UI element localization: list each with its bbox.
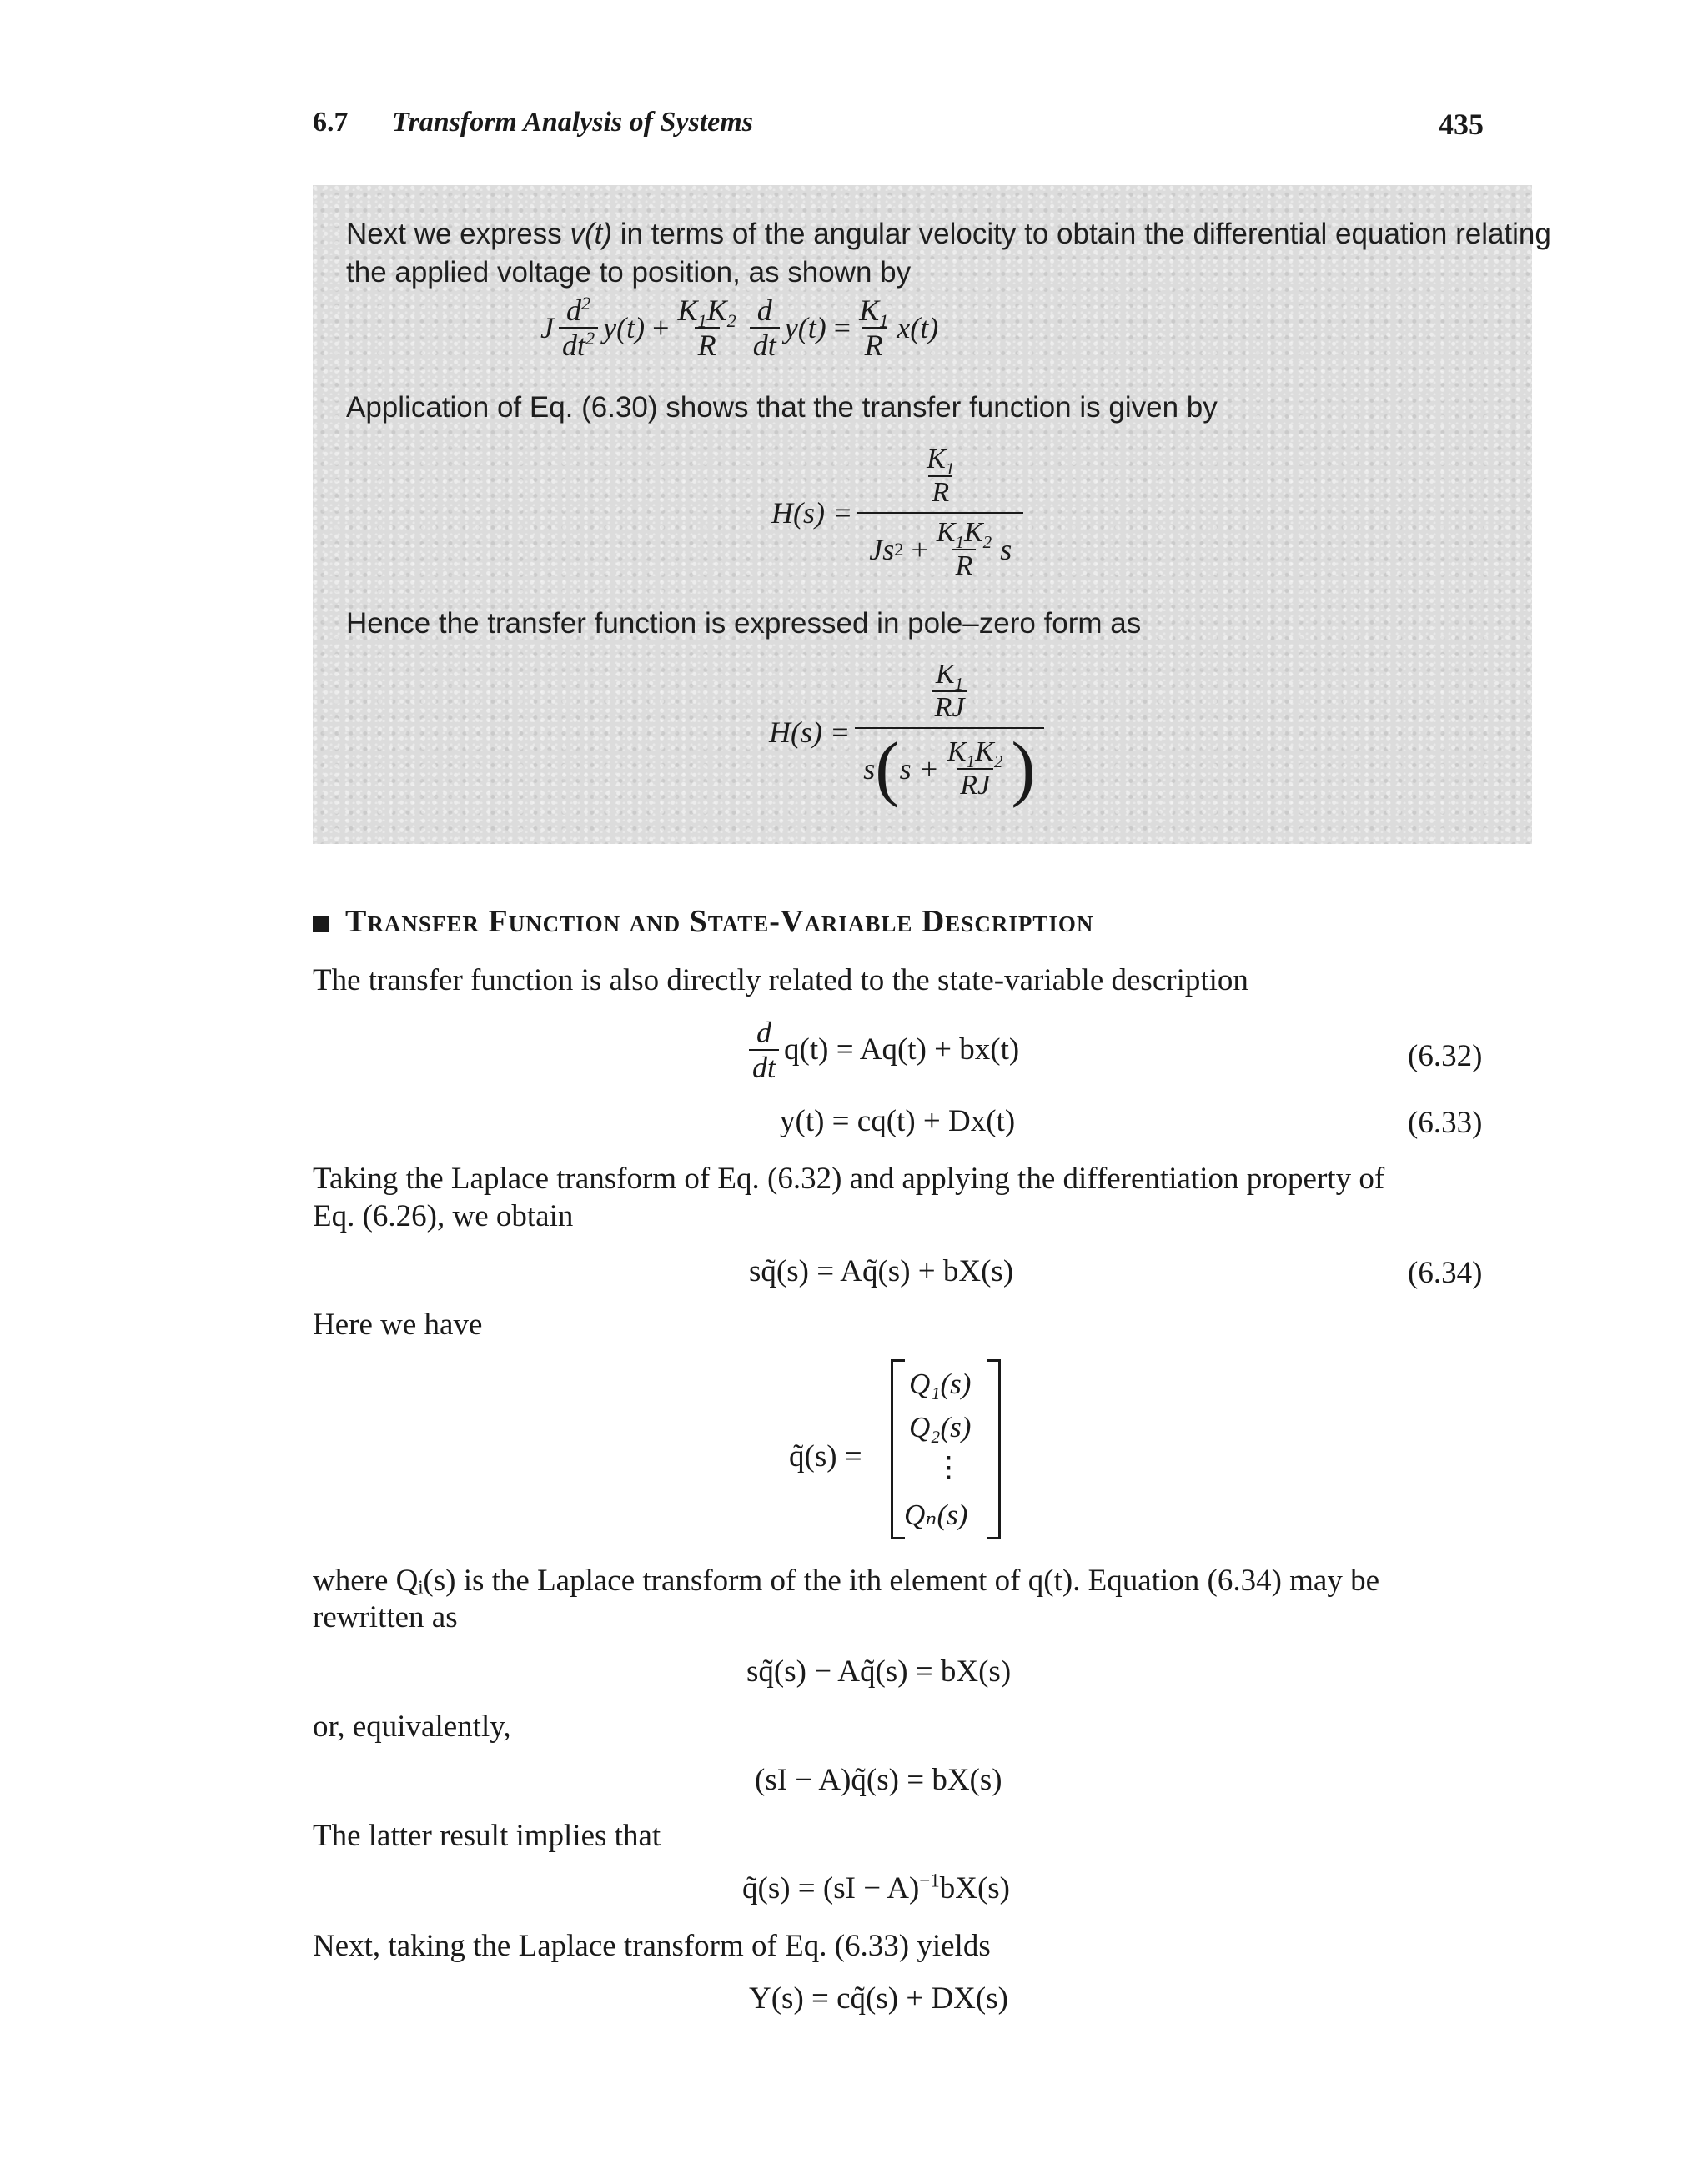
equation-number-6-33: (6.33)	[1408, 1106, 1483, 1140]
body-para-6: The latter result implies that	[313, 1819, 661, 1853]
transfer-function-equation-2: H(s) = $\frac{K_1}{RJ}$ s ( s + $\frac{K_1K_2}{RJ}$ )	[769, 659, 1049, 806]
equation-equivalent: (sI − A)q̃(s) = bX(s)	[755, 1763, 1002, 1797]
matrix-row-1: Q₁(s)	[909, 1368, 972, 1400]
section-number: 6.7	[313, 107, 349, 138]
example-para-2: Application of Eq. (6.30) shows that the transfer function is given by	[346, 391, 1218, 424]
matrix-row-4: Qₙ(s)	[904, 1499, 968, 1531]
matrix-row-2: Q₂(s)	[909, 1411, 972, 1443]
body-para-5: or, equivalently,	[313, 1710, 511, 1744]
body-para-2-line-1: Taking the Laplace transform of Eq. (6.32) and applying the differentiation property of	[313, 1162, 1385, 1196]
body-para-1: The transfer function is also directly related to the state-variable description	[313, 963, 1248, 997]
equation-number-6-32: (6.32)	[1408, 1039, 1483, 1073]
section-heading: Transfer Function and State-Variable Description	[345, 904, 1094, 939]
equation-solution: q̃(s) = (sI − A)$^{-1}$bX(s)	[742, 1870, 1010, 1905]
differential-equation: J $\frac{d^2}{dt^2}$ y(t) + $\frac{K_1K_2}{R}$ $\frac{d}{dt}$ y(t) = $\frac{K_1}{R}$ x(t)	[540, 293, 939, 362]
equation-6-34: sq̃(s) = Aq̃(s) + bX(s)	[749, 1254, 1014, 1288]
running-head-title: Transform Analysis of Systems	[392, 107, 753, 138]
equation-number-6-34: (6.34)	[1408, 1256, 1483, 1290]
body-para-4-line-2: rewritten as	[313, 1600, 458, 1634]
equation-6-33: y(t) = cq(t) + Dx(t)	[780, 1104, 1016, 1138]
body-para-4-line-1: where Qᵢ(s) is the Laplace transform of the ith element of q(t). Equation (6.34) may be	[313, 1564, 1380, 1598]
example-para-1-line-2: the applied voltage to position, as shown by	[346, 256, 912, 289]
transfer-function-equation-1: H(s) = $\frac{K_1}{R}$ Js 2 + $\frac{K_1K_2}{R}$ s	[771, 444, 1028, 582]
example-para-3: Hence the transfer function is expressed in pole–zero form as	[346, 607, 1142, 640]
matrix-right-bracket	[987, 1359, 1001, 1539]
page-number: 435	[1439, 108, 1484, 141]
equation-rewrite: sq̃(s) − Aq̃(s) = bX(s)	[746, 1654, 1012, 1689]
matrix-left-bracket	[891, 1359, 905, 1539]
example-para-1-line-1: Next we express v(t) in terms of the angular velocity to obtain the differential equation relating	[346, 218, 1551, 250]
section-bullet-icon	[313, 916, 329, 932]
body-para-2-line-2: Eq. (6.26), we obtain	[313, 1199, 574, 1233]
body-para-3: Here we have	[313, 1308, 483, 1342]
body-para-7: Next, taking the Laplace transform of Eq. (6.33) yields	[313, 1929, 991, 1963]
equation-6-32: $\frac{d}{dt}$ q(t) = Aq(t) + bx(t)	[744, 1016, 1019, 1084]
equation-output: Y(s) = cq̃(s) + DX(s)	[749, 1981, 1008, 2016]
matrix-lhs: q̃(s) =	[789, 1439, 862, 1474]
matrix-row-3: ⋮	[934, 1451, 963, 1484]
